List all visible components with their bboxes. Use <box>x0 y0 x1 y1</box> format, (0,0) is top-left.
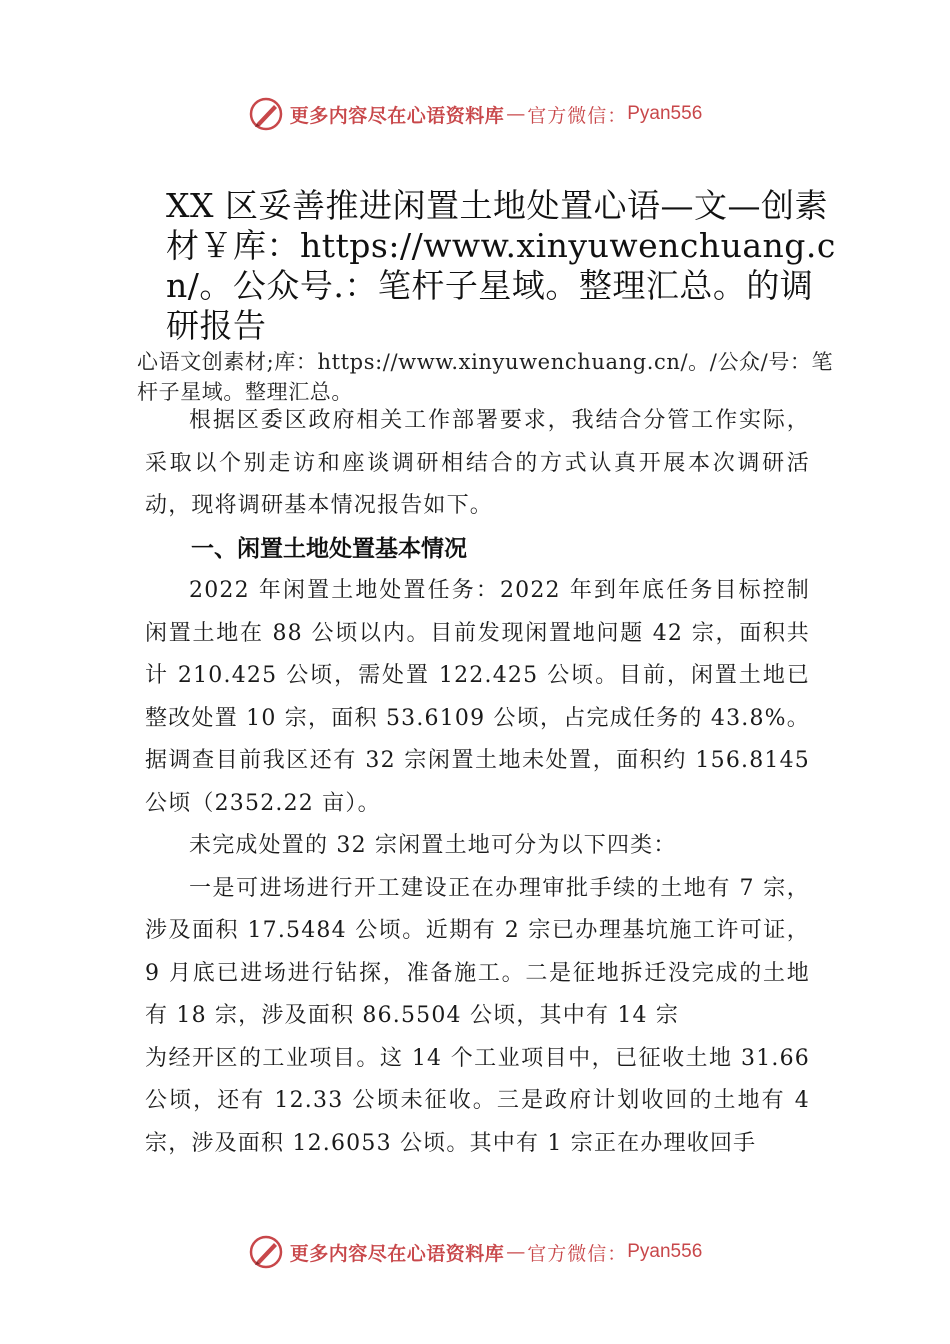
watermark-banner-top <box>0 94 950 134</box>
body-paragraph: 2022 年闲置土地处置任务：2022 年到年底任务目标控制闲置土地在 88 公顷以内。目前发现闲置地问题 42 宗，面积共计 210.425 公顷，需处置 122.425 公顷。目前，闲置土地已整改处置 10 宗，面积 53.6109 公顷，占完成任务的 43.8%。据调查目前我区还有 32 宗闲置土地未处置，面积约 156.8145 公顷（2352.22 亩）。 <box>145 578 810 816</box>
watermark-wechat-id: Pyan556 <box>627 103 703 124</box>
watermark-wechat-label: 官方微信： <box>527 1242 628 1265</box>
body-paragraph: 未完成处置的 32 宗闲置土地可分为以下四类： <box>189 833 677 858</box>
body-paragraph: 一是可进场进行开工建设正在办理审批手续的土地有 7 宗，涉及面积 17.5484 公顷。近期有 2 宗已办理基坑施工许可证，9 月底已进场进行钻探，准备施工。二是征地拆迁没完成的土地有 18 宗，涉及面积 86.5504 公顷，其中有 14 宗 <box>145 875 810 1028</box>
section-heading: 一、闲置土地处置基本情况 <box>191 535 467 562</box>
body-paragraph-continued: 为经开区的工业项目。这 14 个工业项目中，已征收土地 31.66 公顷，还有 12.33 公顷未征收。三是政府计划收回的土地有 4 宗，涉及面积 12.6053 公顷。其中有 1 宗正在办理收回手 <box>145 1045 810 1156</box>
pen-logo-icon <box>248 96 284 132</box>
document-title: XX 区妥善推进闲置土地处置心语—文—创素材￥库：https://www.xinyuwenchuang.cn/。公众号.：笔杆子星域。整理汇总。的调研报告 <box>166 186 836 345</box>
document-body <box>145 400 810 1165</box>
intro-paragraph: 根据区委区政府相关工作部署要求，我结合分管工作实际，采取以个别走访和座谈调研相结合的方式认真开展本次调研活动，现将调研基本情况报告如下。 <box>145 408 810 518</box>
watermark-wechat-label: 官方微信： <box>527 104 628 127</box>
watermark-wechat-id: Pyan556 <box>627 1241 703 1262</box>
pen-logo-icon <box>248 1234 284 1270</box>
watermark-separator: — <box>506 1241 526 1263</box>
document-subnote: 心语文创素材;库：https://www.xinyuwenchuang.cn/。/公众/号：笔杆子星域。整理汇总。 <box>137 350 834 404</box>
watermark-text: 更多内容尽在心语资料库 <box>289 1242 505 1265</box>
watermark-banner-bottom <box>0 1232 950 1272</box>
watermark-separator: — <box>506 103 526 125</box>
watermark-text: 更多内容尽在心语资料库 <box>289 104 505 127</box>
